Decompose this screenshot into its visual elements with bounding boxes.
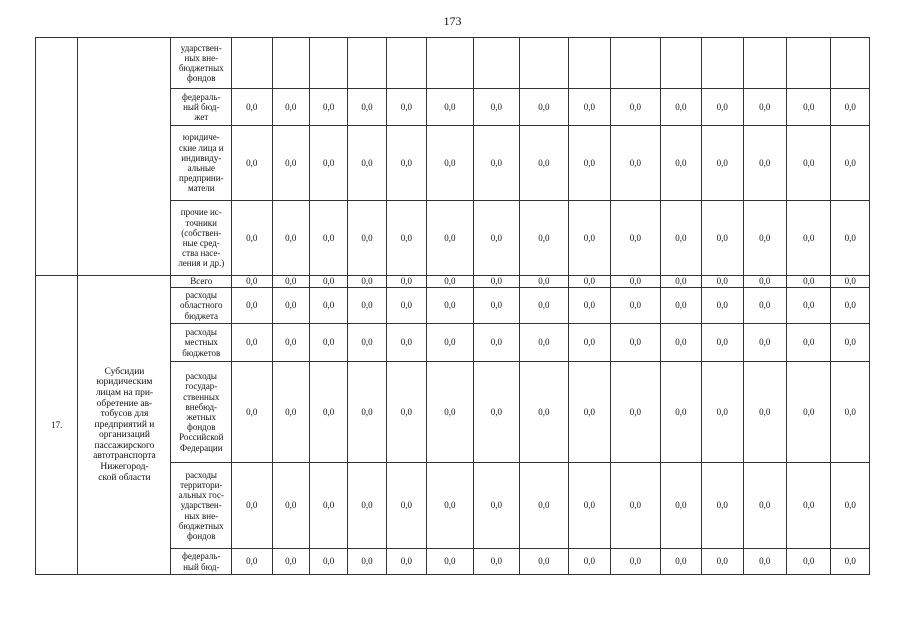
value-cell: 0,0 — [348, 126, 386, 201]
row-label-line: юридиче- — [182, 132, 220, 143]
row-label-line: индивиду- — [181, 152, 222, 163]
budget-table — [35, 37, 870, 575]
value-cell: 0,0 — [831, 324, 870, 362]
program-name-line: юридическим — [96, 377, 153, 388]
value-cell: 0,0 — [568, 201, 610, 276]
value-cell: 0,0 — [520, 324, 569, 362]
row-label-line: расходы — [185, 290, 217, 301]
value-cell: 0,0 — [272, 126, 309, 201]
program-number: 17. — [36, 276, 78, 575]
row-label-line: расходы — [185, 327, 217, 338]
value-cell — [272, 38, 309, 89]
value-cell: 0,0 — [702, 288, 743, 324]
value-cell: 0,0 — [348, 89, 386, 126]
value-cell: 0,0 — [611, 276, 661, 288]
value-cell: 0,0 — [348, 549, 386, 575]
value-cell: 0,0 — [786, 276, 830, 288]
row-label-line: (собствен- — [181, 227, 222, 238]
value-cell: 0,0 — [786, 201, 830, 276]
value-cell — [702, 38, 743, 89]
value-cell: 0,0 — [831, 89, 870, 126]
value-cell: 0,0 — [786, 89, 830, 126]
value-cell: 0,0 — [427, 288, 474, 324]
value-cell: 0,0 — [232, 276, 272, 288]
value-cell: 0,0 — [743, 89, 786, 126]
value-cell: 0,0 — [520, 362, 569, 463]
value-cell: 0,0 — [473, 463, 520, 549]
table-row — [36, 38, 870, 89]
value-cell: 0,0 — [702, 324, 743, 362]
value-cell: 0,0 — [568, 324, 610, 362]
value-cell — [427, 38, 474, 89]
value-cell: 0,0 — [386, 549, 426, 575]
row-label — [171, 38, 232, 89]
value-cell: 0,0 — [427, 362, 474, 463]
value-cell: 0,0 — [702, 201, 743, 276]
value-cell: 0,0 — [660, 276, 701, 288]
value-cell: 0,0 — [611, 201, 661, 276]
row-label-line: фондов — [187, 422, 216, 433]
value-cell: 0,0 — [611, 288, 661, 324]
value-cell: 0,0 — [272, 201, 309, 276]
value-cell: 0,0 — [386, 126, 426, 201]
value-cell: 0,0 — [702, 549, 743, 575]
value-cell — [473, 38, 520, 89]
value-cell: 0,0 — [309, 89, 347, 126]
value-cell: 0,0 — [831, 549, 870, 575]
row-label-line: ственных — [183, 391, 220, 402]
value-cell: 0,0 — [568, 276, 610, 288]
value-cell: 0,0 — [831, 463, 870, 549]
row-label-line: местных — [184, 337, 218, 348]
row-label-line: ные сред- — [182, 238, 220, 248]
row-label — [171, 549, 232, 575]
row-label-line: бюджетных — [178, 63, 224, 73]
value-cell: 0,0 — [743, 549, 786, 575]
value-cell: 0,0 — [473, 324, 520, 362]
value-cell: 0,0 — [743, 288, 786, 324]
value-cell: 0,0 — [702, 463, 743, 549]
value-cell: 0,0 — [660, 362, 701, 463]
value-cell: 0,0 — [520, 201, 569, 276]
row-label-line: фондов — [187, 73, 216, 84]
value-cell: 0,0 — [660, 463, 701, 549]
program-name-cell — [78, 38, 171, 276]
program-name-line: организаций — [98, 430, 150, 441]
row-label-line: территори- — [180, 479, 223, 490]
value-cell: 0,0 — [743, 126, 786, 201]
row-label-line: альных гос- — [178, 490, 224, 501]
program-name-line: Нижегород- — [100, 462, 149, 473]
value-cell: 0,0 — [348, 276, 386, 288]
value-cell: 0,0 — [473, 89, 520, 126]
row-label-line: точники — [185, 217, 217, 228]
value-cell: 0,0 — [232, 362, 272, 463]
value-cell: 0,0 — [386, 276, 426, 288]
value-cell: 0,0 — [702, 126, 743, 201]
row-label-line: ный бюд- — [183, 561, 220, 572]
value-cell: 0,0 — [520, 463, 569, 549]
program-name-line: лицам на при- — [95, 387, 154, 398]
value-cell: 0,0 — [427, 126, 474, 201]
value-cell — [348, 38, 386, 89]
value-cell: 0,0 — [348, 201, 386, 276]
row-label-line: ударствен- — [180, 42, 222, 53]
value-cell: 0,0 — [309, 126, 347, 201]
value-cell: 0,0 — [232, 89, 272, 126]
program-name-line: предприятий и — [94, 419, 155, 430]
value-cell: 0,0 — [611, 89, 661, 126]
program-name-line: ской области — [98, 472, 151, 483]
program-number-cell — [36, 38, 78, 276]
table-row — [36, 276, 870, 288]
program-name-line: тобусов для — [100, 409, 149, 420]
row-label-line: Всего — [190, 276, 213, 287]
value-cell: 0,0 — [386, 288, 426, 324]
row-label-line: ных вне- — [184, 52, 219, 63]
row-label-line: жетных — [186, 412, 216, 422]
row-label-line: бюджетных — [178, 520, 224, 531]
value-cell: 0,0 — [427, 276, 474, 288]
value-cell: 0,0 — [473, 276, 520, 288]
value-cell: 0,0 — [427, 549, 474, 575]
value-cell — [743, 38, 786, 89]
value-cell: 0,0 — [309, 324, 347, 362]
value-cell: 0,0 — [272, 463, 309, 549]
row-label-line: ства насе- — [182, 248, 221, 259]
value-cell — [660, 38, 701, 89]
value-cell: 0,0 — [568, 126, 610, 201]
value-cell: 0,0 — [473, 126, 520, 201]
value-cell: 0,0 — [611, 463, 661, 549]
value-cell — [232, 38, 272, 89]
value-cell — [520, 38, 569, 89]
value-cell: 0,0 — [232, 463, 272, 549]
value-cell: 0,0 — [743, 201, 786, 276]
row-label-line: ных вне- — [184, 510, 219, 521]
value-cell: 0,0 — [473, 549, 520, 575]
value-cell: 0,0 — [348, 463, 386, 549]
row-label-line: альные — [187, 163, 216, 173]
row-label-line: жет — [194, 112, 209, 123]
row-label-line: внебюд- — [185, 401, 218, 412]
value-cell: 0,0 — [568, 89, 610, 126]
value-cell: 0,0 — [272, 324, 309, 362]
value-cell: 0,0 — [743, 362, 786, 463]
row-label-line: расходы — [185, 469, 217, 480]
program-name-line: Субсидии — [104, 366, 145, 377]
row-label-line: федераль- — [182, 91, 221, 102]
value-cell: 0,0 — [272, 89, 309, 126]
page-number: 173 — [443, 14, 462, 28]
program-name-line: обретение ав- — [96, 398, 153, 409]
value-cell: 0,0 — [232, 201, 272, 276]
value-cell: 0,0 — [660, 126, 701, 201]
value-cell: 0,0 — [568, 463, 610, 549]
value-cell: 0,0 — [786, 126, 830, 201]
value-cell: 0,0 — [831, 201, 870, 276]
value-cell: 0,0 — [520, 126, 569, 201]
value-cell: 0,0 — [702, 89, 743, 126]
program-name-line: пассажирского — [94, 440, 155, 451]
value-cell: 0,0 — [386, 89, 426, 126]
value-cell: 0,0 — [568, 288, 610, 324]
value-cell: 0,0 — [660, 201, 701, 276]
row-label-line: бюджета — [184, 310, 219, 321]
value-cell: 0,0 — [743, 324, 786, 362]
row-label-line: государ- — [185, 381, 218, 392]
value-cell: 0,0 — [611, 549, 661, 575]
row-label-line: предприни- — [179, 173, 224, 184]
value-cell: 0,0 — [427, 324, 474, 362]
row-label — [171, 201, 232, 276]
value-cell: 0,0 — [743, 463, 786, 549]
value-cell: 0,0 — [386, 362, 426, 463]
value-cell: 0,0 — [831, 126, 870, 201]
value-cell: 0,0 — [309, 276, 347, 288]
value-cell: 0,0 — [309, 288, 347, 324]
value-cell — [611, 38, 661, 89]
row-label — [171, 362, 232, 463]
value-cell: 0,0 — [660, 89, 701, 126]
value-cell: 0,0 — [348, 288, 386, 324]
row-label-line: ный бюд- — [183, 101, 220, 112]
value-cell: 0,0 — [473, 362, 520, 463]
value-cell: 0,0 — [272, 276, 309, 288]
value-cell: 0,0 — [386, 463, 426, 549]
value-cell: 0,0 — [611, 362, 661, 463]
value-cell: 0,0 — [386, 201, 426, 276]
row-label-line: прочие ис- — [180, 207, 222, 218]
row-label-line: Российской — [179, 432, 224, 443]
row-label-line: расходы — [185, 371, 217, 382]
value-cell: 0,0 — [568, 362, 610, 463]
value-cell: 0,0 — [232, 324, 272, 362]
value-cell: 0,0 — [831, 288, 870, 324]
value-cell: 0,0 — [611, 126, 661, 201]
value-cell: 0,0 — [272, 362, 309, 463]
program-name-line: автотранспорта — [93, 451, 156, 462]
value-cell: 0,0 — [427, 89, 474, 126]
value-cell: 0,0 — [660, 288, 701, 324]
value-cell: 0,0 — [660, 324, 701, 362]
value-cell: 0,0 — [272, 288, 309, 324]
value-cell: 0,0 — [232, 126, 272, 201]
value-cell: 0,0 — [611, 324, 661, 362]
value-cell: 0,0 — [309, 362, 347, 463]
row-label — [171, 288, 232, 324]
value-cell: 0,0 — [520, 549, 569, 575]
row-label — [171, 89, 232, 126]
row-label — [171, 276, 232, 288]
row-label-line: областного — [179, 300, 223, 311]
row-label-line: ления и др.) — [178, 258, 225, 269]
row-label — [171, 126, 232, 201]
value-cell: 0,0 — [309, 463, 347, 549]
value-cell: 0,0 — [831, 362, 870, 463]
value-cell: 0,0 — [309, 549, 347, 575]
row-label-line: бюджетов — [182, 347, 221, 358]
value-cell: 0,0 — [743, 276, 786, 288]
value-cell: 0,0 — [520, 276, 569, 288]
value-cell — [831, 38, 870, 89]
value-cell: 0,0 — [473, 288, 520, 324]
value-cell: 0,0 — [520, 288, 569, 324]
value-cell: 0,0 — [386, 324, 426, 362]
value-cell: 0,0 — [786, 288, 830, 324]
value-cell: 0,0 — [309, 201, 347, 276]
value-cell: 0,0 — [427, 463, 474, 549]
value-cell — [309, 38, 347, 89]
value-cell: 0,0 — [702, 276, 743, 288]
program-name — [78, 276, 171, 575]
value-cell — [386, 38, 426, 89]
value-cell: 0,0 — [786, 362, 830, 463]
value-cell — [786, 38, 830, 89]
value-cell: 0,0 — [348, 324, 386, 362]
row-label-line: ские лица и — [178, 142, 224, 153]
value-cell: 0,0 — [786, 324, 830, 362]
value-cell: 0,0 — [520, 89, 569, 126]
row-label-line: Федерации — [180, 442, 223, 453]
value-cell: 0,0 — [568, 549, 610, 575]
value-cell — [568, 38, 610, 89]
value-cell: 0,0 — [660, 549, 701, 575]
row-label — [171, 324, 232, 362]
value-cell: 0,0 — [702, 362, 743, 463]
row-label-line: ударствен- — [180, 500, 222, 511]
row-label-line: федераль- — [182, 551, 221, 562]
row-label-line: матели — [187, 183, 215, 194]
row-label-line: фондов — [187, 531, 216, 541]
row-label — [171, 463, 232, 549]
value-cell: 0,0 — [786, 463, 830, 549]
value-cell: 0,0 — [427, 201, 474, 276]
value-cell: 0,0 — [831, 276, 870, 288]
value-cell: 0,0 — [232, 549, 272, 575]
value-cell: 0,0 — [348, 362, 386, 463]
value-cell: 0,0 — [232, 288, 272, 324]
value-cell: 0,0 — [272, 549, 309, 575]
value-cell: 0,0 — [786, 549, 830, 575]
value-cell: 0,0 — [473, 201, 520, 276]
